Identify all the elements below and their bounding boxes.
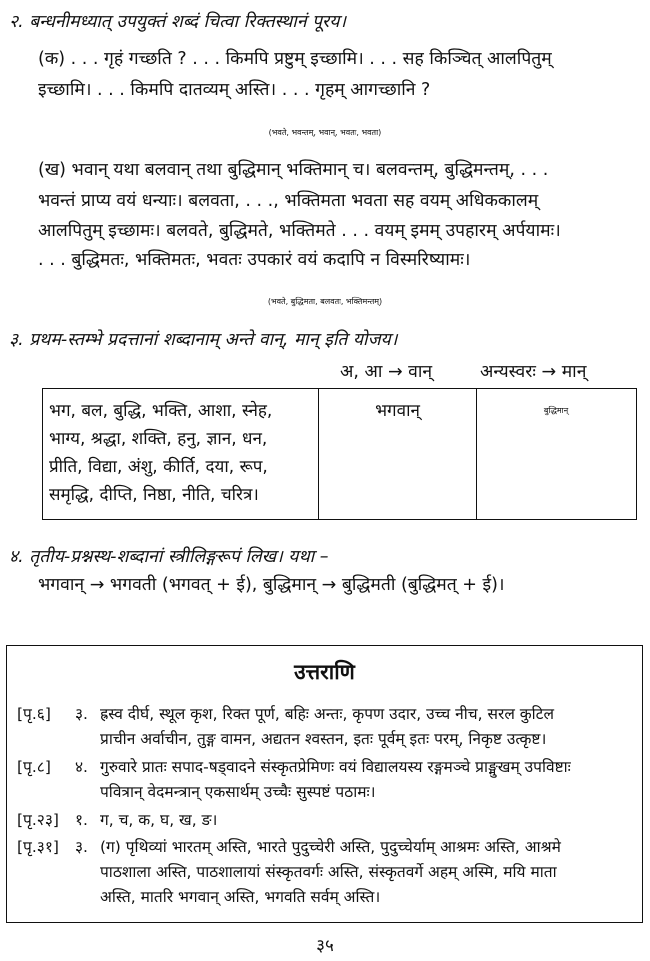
answer-ref: [पृ.८]: [17, 758, 51, 776]
answer-text: ग, च, क, घ, ख, ङ।: [100, 811, 218, 829]
q3-instruction: ३. प्रथम-स्तम्भे प्रदत्तानां शब्दानाम् अन्ते वान्, मान् इति योजय।: [9, 330, 398, 350]
answer-number: ३.: [75, 838, 88, 856]
q2-kha-line-4: . . . बुद्धिमतः, भक्तिमतः, भवतः उपकारं वयं कदापि न विस्मरिष्यामः।: [38, 250, 471, 270]
answer-number: ४.: [75, 758, 88, 776]
q3-table-maan-column: [477, 389, 635, 527]
q2-kha-line-2: भवन्तं प्राप्य वयं धन्याः। बलवता, . . ., भक्तिमता भवता सह वयम् अधिककालम्: [38, 191, 539, 211]
answer-text: पाठशाला अस्ति, पाठशालायां संस्कृतवर्गः अस्ति, संस्कृतवर्गे अहम् अस्मि, मयि माता: [100, 863, 557, 881]
q4-instruction: ४. तृतीय-प्रश्नस्थ-शब्दानां स्त्रीलिङ्गरूपं लिख। यथा –: [9, 547, 329, 567]
q3-words-row-4: समृद्धि, दीप्ति, निष्ठा, नीति, चरित्र।: [49, 485, 259, 505]
q3-table: [42, 388, 637, 520]
q3-words-row-3: प्रीति, विद्या, अंशु, कीर्ति, दया, रूप,: [49, 457, 268, 477]
answer-ref: [पृ.६]: [17, 705, 51, 723]
answer-text: प्राचीन अर्वाचीन, तुङ्ग वामन, अद्यतन श्वस्तन, इतः पूर्वम् इतः परम्, निकृष्ट उत्कृष्ट।: [100, 730, 547, 748]
q2-kha-line-3: आलपितुम् इच्छामः। बलवते, बुद्धिमते, भक्तिमते . . . वयम् इमम् उपहारम् अर्पयामः।: [38, 221, 561, 241]
q2-ka-line-2: इच्छामि। . . . किमपि दातव्यम् अस्ति। . . . गृहम् आगच्छानि ?: [38, 80, 431, 100]
q3-vaan-example: भगवान्: [375, 401, 420, 421]
answer-ref: [पृ.२३]: [17, 811, 59, 829]
answers-title: उत्तराणि: [294, 660, 355, 684]
q2-instruction: २. बन्धनीमध्यात् उपयुक्तं शब्दं चित्वा रिक्तस्थानं पूरय।: [9, 12, 346, 32]
q3-rule-vaan: अ, आ → वान्: [340, 362, 433, 382]
q3-words-row-1: भग, बल, बुद्धि, भक्ति, आशा, स्नेह,: [49, 401, 273, 421]
q3-maan-example: बुद्धिमान्: [543, 406, 569, 415]
answer-text: (ग) पृथिव्यां भारतम् अस्ति, भारते पुदुच्चेरी अस्ति, पुदुच्चेर्याम् आश्रमः अस्ति, आश्रमे: [100, 838, 561, 856]
q2-ka-line-1: (क) . . . गृहं गच्छति ? . . . किमपि प्रष्टुम् इच्छामि। . . . सह किञ्चित् आलपितुम्: [38, 49, 552, 69]
answer-number: १.: [75, 811, 88, 829]
q3-table-vaan-column: [319, 389, 477, 519]
q3-table-words-column: [43, 389, 319, 519]
q2-kha-line-1: (ख) भवान् यथा बलवान् तथा बुद्धिमान् भक्तिमान् च। बलवन्तम्, बुद्धिमन्तम्, . . .: [38, 160, 549, 180]
answer-number: ३.: [75, 705, 88, 723]
q2-ka-options: (भवते, भवन्तम्, भवान्, भवतः, भवता): [268, 128, 382, 137]
answer-text: ह्रस्व दीर्घ, स्थूल कृश, रिक्त पूर्ण, बहिः अन्तः, कृपण उदार, उच्च नीच, सरल कुटिल: [100, 705, 554, 723]
q2-kha-options: (भवते, बुद्धिमता, बलवतः, भक्तिमन्तम्): [267, 297, 383, 306]
page-number: ३५: [316, 936, 334, 956]
answer-text: पवित्रान् वेदमन्त्रान् एकसार्थम् उच्चैः सुस्पष्टं पठामः।: [100, 783, 376, 801]
answer-text: गुरुवारे प्रातः सपाद-षड्वादने संस्कृतप्रेमिणः वयं विद्यालयस्य रङ्गमञ्चे प्राङ्मुखम् उपविष्टाः: [100, 758, 571, 776]
answer-text: अस्ति, मातरि भगवान् अस्ति, भगवति सर्वम् अस्ति।: [100, 888, 381, 906]
answers-box: [6, 645, 643, 923]
answer-ref: [पृ.३१]: [17, 838, 59, 856]
q4-example: भगवान् → भगवती (भगवत् + ई), बुद्धिमान् → बुद्धिमती (बुद्धिमत् + ई)।: [38, 575, 505, 595]
q3-rule-maan: अन्यस्वरः → मान्: [480, 362, 587, 382]
q3-words-row-2: भाग्य, श्रद्धा, शक्ति, हनु, ज्ञान, धन,: [49, 429, 268, 449]
